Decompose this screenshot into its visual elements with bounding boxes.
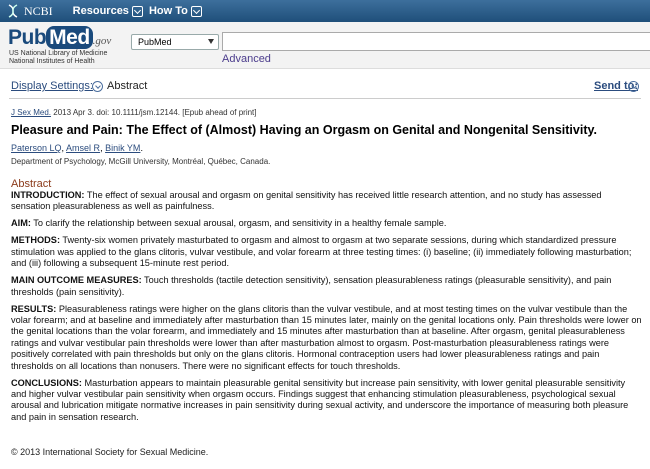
chevron-down-icon <box>132 6 143 17</box>
article-title: Pleasure and Pain: The Effect of (Almost) Having an Orgasm on Genital and Nongenital Sensitivity. <box>11 123 597 137</box>
logo-pub: Pub <box>8 26 47 49</box>
database-select-value: PubMed <box>138 37 172 47</box>
section-label: MAIN OUTCOME MEASURES: <box>11 275 142 286</box>
pubmed-logo[interactable] <box>8 26 111 50</box>
abstract-section-aim <box>11 218 643 229</box>
resources-menu-label: Resources <box>72 5 129 17</box>
section-text: Touch thresholds (tactile detection sensitivity), sensation pleasurableness ratings (pleasurable sensitivity), and pain thresholds (pain sensitivity). <box>11 275 612 297</box>
display-settings-row <box>11 80 641 94</box>
chevron-down-icon[interactable] <box>191 6 202 17</box>
nlm-line-1: US National Library of Medicine <box>9 50 108 57</box>
section-label: METHODS: <box>11 235 60 246</box>
section-text: Twenty-six women privately masturbated to orgasm and almost to orgasm at two separate sessions, during which standardized pressure stimulation was applied to the glans clitoris, vulvar vestibule, and volar forearm at three testing times: (i) baseline; (ii) immediately following masturbation; and (iii) following a subsequent 15-minute rest period. <box>11 235 632 269</box>
search-input[interactable] <box>222 32 650 51</box>
abstract-section-introduction <box>11 190 643 213</box>
nlm-tagline <box>9 50 107 66</box>
display-settings-chevron-icon[interactable] <box>92 81 103 92</box>
send-to-chevron-icon[interactable] <box>628 81 639 92</box>
copyright-notice: © 2013 International Society for Sexual Medicine. <box>11 447 209 457</box>
section-text: The effect of sexual arousal and orgasm on genital sensitivity has received little research attention, and no study has assessed sensation pleasurableness as well as painfulness. <box>11 190 602 212</box>
section-label: RESULTS: <box>11 303 57 314</box>
display-settings-link[interactable]: Display Settings: <box>11 80 93 92</box>
ncbi-logo[interactable] <box>6 4 53 19</box>
abstract-body <box>11 190 643 429</box>
author-link[interactable]: Amsel R <box>66 143 101 153</box>
display-format-value: Abstract <box>107 80 148 92</box>
resources-menu[interactable] <box>73 5 208 17</box>
ncbi-top-bar <box>0 0 650 22</box>
send-to-link[interactable]: Send to: <box>594 80 638 92</box>
abstract-section-methods <box>11 235 643 269</box>
author-list: Paterson LQ, Amsel R, Binik YM. <box>11 143 143 153</box>
abstract-section-results <box>11 304 643 372</box>
database-select[interactable] <box>131 34 219 50</box>
abstract-heading: Abstract <box>11 178 52 190</box>
dropdown-arrow-icon <box>208 39 214 44</box>
settings-divider <box>9 98 641 99</box>
logo-med: Med <box>46 26 93 49</box>
pubmed-header <box>0 22 650 68</box>
citation-details: 2013 Apr 3. doi: 10.1111/jsm.12144. [Epub ahead of print] <box>51 108 257 117</box>
journal-link[interactable]: J Sex Med. <box>11 108 52 117</box>
how-to-menu-label[interactable]: How To <box>148 5 188 17</box>
logo-gov: .gov <box>92 35 112 47</box>
section-text: Masturbation appears to maintain pleasurable genital sensitivity but increase pain sensitivity, with lower genital pleasurable sensitivity and higher vulvar vestibular pain sensitivity when orgasm occurs. Findings suggest that enhancing stimulation pleasurableness, psychological sexual arousal and lubrication mitigate normative increases in pain sensitivity during sexual activity, and underscore the importance of measuring both pleasure and pain in sensation research. <box>11 377 629 422</box>
ncbi-logo-text: NCBI <box>24 3 53 18</box>
citation-line <box>11 108 257 117</box>
affiliation: Department of Psychology, McGill University, Montréal, Québec, Canada. <box>11 157 271 166</box>
section-label: AIM: <box>11 218 31 229</box>
author-link[interactable]: Binik YM <box>105 143 141 153</box>
advanced-search-link[interactable]: Advanced <box>222 53 271 65</box>
nlm-line-2: National Institutes of Health <box>9 58 95 65</box>
author-link[interactable]: Paterson LQ <box>11 143 62 153</box>
section-label: CONCLUSIONS: <box>11 377 82 388</box>
header-divider <box>0 68 650 69</box>
section-label: INTRODUCTION: <box>11 190 85 200</box>
abstract-section-conclusions <box>11 378 643 424</box>
ncbi-dna-icon <box>6 4 20 18</box>
section-text: To clarify the relationship between sexual arousal, orgasm, and sensitivity in a healthy female sample. <box>30 218 447 229</box>
section-text: Pleasurableness ratings were higher on the glans clitoris than the vulvar vestibule, and at most testing times on the vulvar vestibule than the volar forearm; and at baseline and immediately after masturbation than 15 minutes later, mainly on the genital locations only. Pain thresholds were lower on the genital locations than the volar forearm, and immediately and 15 minutes after masturbation than at baseline. After orgasm, genital pleasurableness ratings and vulvar vestibular pain thresholds were lower than after masturbation almost to orgasm. Post-masturbation pleasurableness ratings were positively correlated with pain thresholds but only on the glans clitoris. Hormonal contraception users had lower pleasurableness ratings and pain thresholds on all locations than nonusers. There were no significant effects for touch thresholds. <box>11 303 642 371</box>
abstract-section-outcome-measures <box>11 275 643 298</box>
